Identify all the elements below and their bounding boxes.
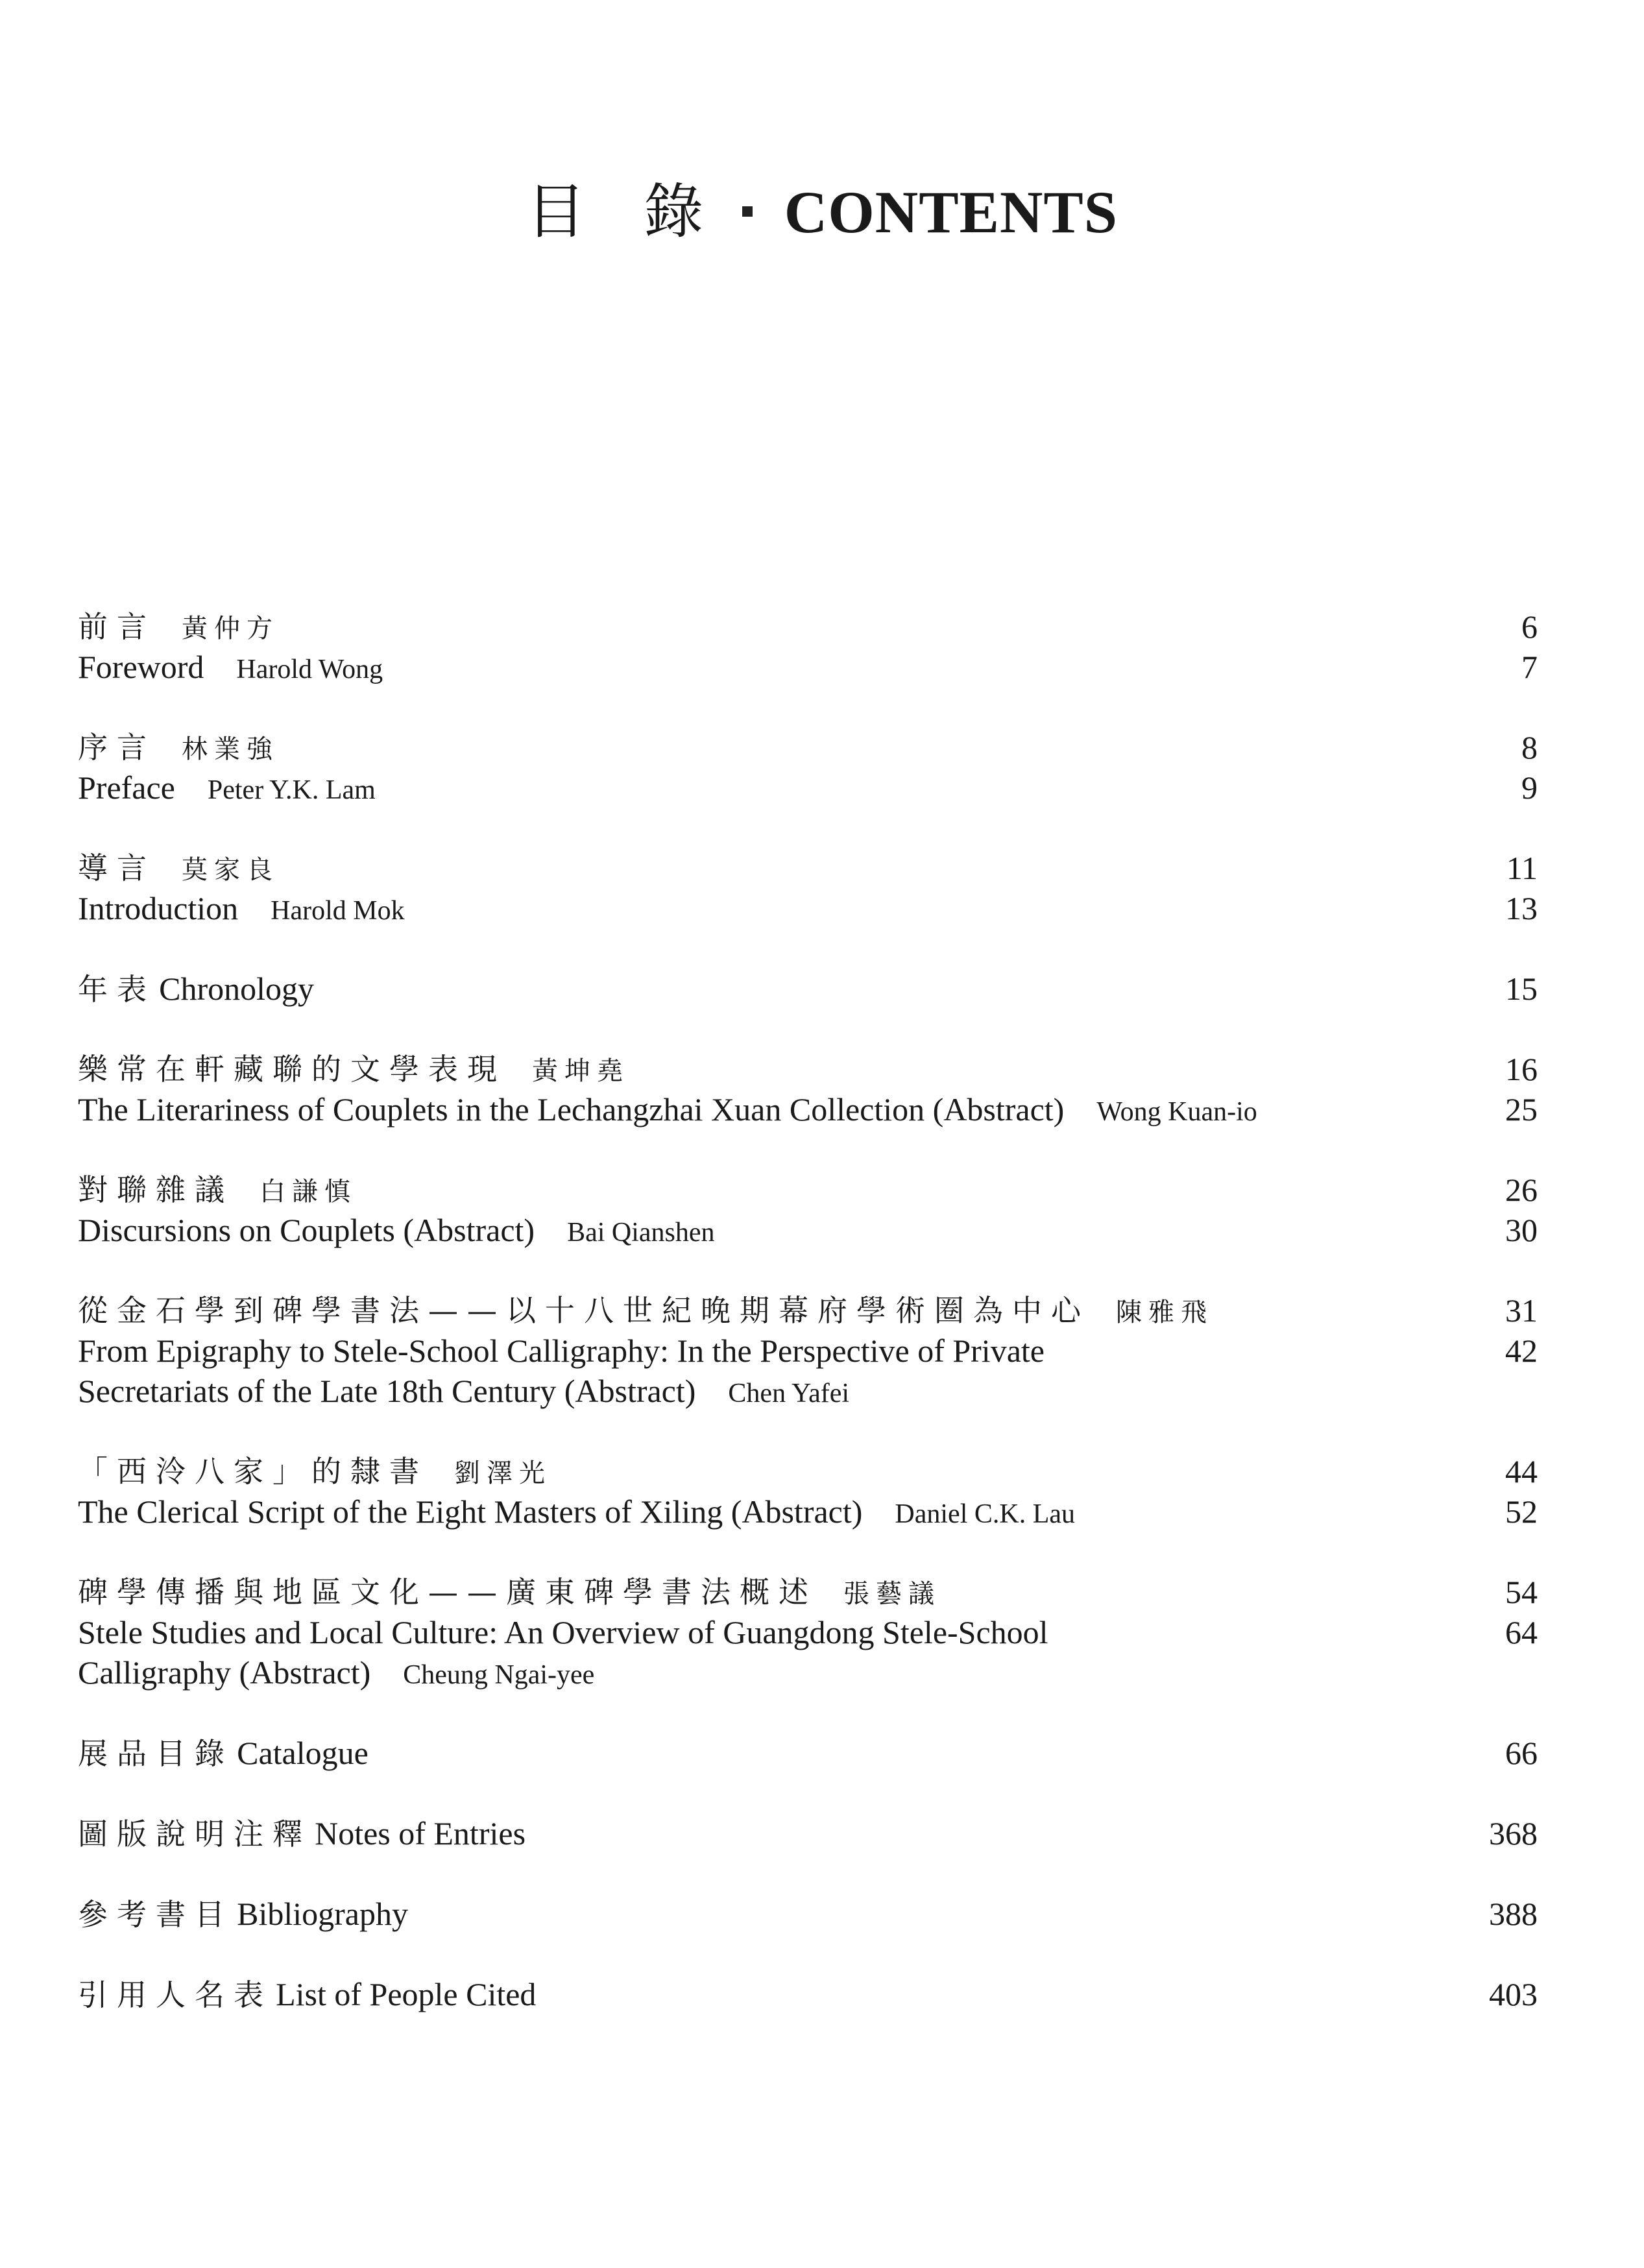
entry-author-en: Harold Wong [236, 655, 383, 684]
entry-title-en: List of People Cited [276, 1976, 537, 2012]
page-title [0, 176, 1644, 248]
entry-title-zh: 前言 [78, 609, 156, 644]
entry-title-zh: 圖版說明注釋 [78, 1816, 311, 1852]
entry-title-en: The Clerical Script of the Eight Masters of Xiling (Abstract) [78, 1493, 863, 1530]
entry-page-number: 15 [1505, 971, 1538, 1007]
entry-page-number: 66 [1505, 1735, 1538, 1771]
entry-page-number: 30 [1505, 1212, 1538, 1248]
toc-entry-notes-of-entries[interactable] [78, 1813, 1538, 1853]
entry-title-en-line1: Stele Studies and Local Culture: An Overview of Guangdong Stele-School [78, 1614, 1048, 1650]
entry-title-zh: 引用人名表 [78, 1977, 272, 2012]
toc-entry-catalogue[interactable] [78, 1733, 1538, 1773]
entry-title-zh: 對聯雜議 [78, 1172, 234, 1207]
entry-title-zh: 導言 [78, 850, 156, 886]
entry-title-zh: 碑學傳播與地區文化——廣東碑學書法概述 [78, 1574, 817, 1610]
toc-entry-bibliography[interactable] [78, 1894, 1538, 1934]
entry-author-en: Daniel C.K. Lau [895, 1499, 1075, 1529]
toc-entry-foreword[interactable] [78, 607, 1538, 687]
table-of-contents [78, 607, 1538, 2014]
entry-author-zh: 劉澤光 [454, 1458, 551, 1488]
entry-page-number: 44 [1505, 1453, 1538, 1490]
toc-entry-literariness[interactable] [78, 1049, 1538, 1129]
entry-page-number: 8 [1521, 729, 1538, 766]
entry-page-number: 388 [1489, 1896, 1538, 1932]
entry-author-zh: 林業強 [182, 734, 279, 764]
entry-author-zh: 黃坤堯 [532, 1056, 629, 1086]
entry-author-en: Chen Yafei [728, 1379, 850, 1408]
entry-page-number: 368 [1489, 1815, 1538, 1852]
entry-author-en: Wong Kuan-io [1096, 1097, 1257, 1127]
entry-title-en: The Literariness of Couplets in the Lechangzhai Xuan Collection (Abstract) [78, 1091, 1065, 1128]
entry-page-number: 25 [1505, 1091, 1538, 1128]
entry-title-zh: 展品目錄 [78, 1736, 234, 1771]
entry-page-number: 403 [1489, 1976, 1538, 2012]
entry-page-number: 54 [1505, 1574, 1538, 1610]
entry-title-zh: 「西泠八家」的隸書 [78, 1454, 428, 1489]
page-title-english: CONTENTS [784, 179, 1118, 245]
entry-author-zh: 莫家良 [182, 855, 279, 885]
toc-entry-people-cited[interactable] [78, 1974, 1538, 2014]
entry-title-en: Foreword [78, 649, 204, 685]
entry-page-number: 7 [1521, 649, 1538, 685]
entry-title-zh: 樂常在軒藏聯的文學表現 [78, 1052, 506, 1087]
toc-entry-stele-studies[interactable] [78, 1572, 1538, 1693]
entry-title-en: Preface [78, 769, 175, 806]
toc-entry-chronology[interactable] [78, 969, 1538, 1009]
toc-entry-clerical-script[interactable] [78, 1451, 1538, 1532]
entry-author-en: Bai Qianshen [567, 1218, 715, 1248]
toc-entry-epigraphy[interactable] [78, 1290, 1538, 1411]
entry-title-en-line2: Secretariats of the Late 18th Century (Abstract) [78, 1373, 696, 1409]
entry-title-zh: 從金石學到碑學書法——以十八世紀晚期幕府學術圈為中心 [78, 1293, 1090, 1328]
toc-entry-preface[interactable] [78, 727, 1538, 808]
entry-page-number: 13 [1505, 890, 1538, 926]
entry-title-zh: 序言 [78, 730, 156, 765]
entry-title-en-line1: From Epigraphy to Stele-School Calligraphy: In the Perspective of Private [78, 1333, 1045, 1369]
entry-page-number: 52 [1505, 1493, 1538, 1530]
entry-page-number: 16 [1505, 1051, 1538, 1087]
entry-title-en: Notes of Entries [315, 1815, 526, 1852]
entry-title-en: Bibliography [237, 1896, 408, 1932]
entry-title-en-line2: Calligraphy (Abstract) [78, 1654, 371, 1691]
toc-entry-discursions[interactable] [78, 1170, 1538, 1250]
entry-page-number: 31 [1505, 1292, 1538, 1329]
entry-author-en: Cheung Ngai-yee [403, 1660, 595, 1690]
entry-author-zh: 白謙慎 [260, 1177, 357, 1207]
entry-author-zh: 陳雅飛 [1116, 1297, 1213, 1327]
entry-title-en: Chronology [159, 971, 314, 1007]
entry-title-zh: 參考書目 [78, 1897, 234, 1932]
entry-author-zh: 黃仲方 [182, 614, 279, 644]
entry-page-number: 64 [1505, 1614, 1538, 1650]
entry-page-number: 11 [1506, 850, 1538, 886]
entry-page-number: 42 [1505, 1333, 1538, 1369]
entry-author-en: Peter Y.K. Lam [207, 775, 376, 805]
entry-title-en: Discursions on Couplets (Abstract) [78, 1212, 535, 1248]
title-separator-dot [742, 206, 753, 217]
page-title-chinese: 目 錄 [526, 177, 723, 247]
entry-title-en: Introduction [78, 890, 239, 926]
entry-author-en: Harold Mok [271, 896, 405, 926]
entry-page-number: 26 [1505, 1172, 1538, 1208]
entry-title-en: Catalogue [237, 1735, 369, 1771]
entry-title-zh: 年表 [78, 972, 156, 1007]
entry-page-number: 9 [1521, 769, 1538, 806]
entry-page-number: 6 [1521, 609, 1538, 645]
entry-author-zh: 張藝議 [843, 1579, 941, 1609]
toc-entry-introduction[interactable] [78, 848, 1538, 928]
